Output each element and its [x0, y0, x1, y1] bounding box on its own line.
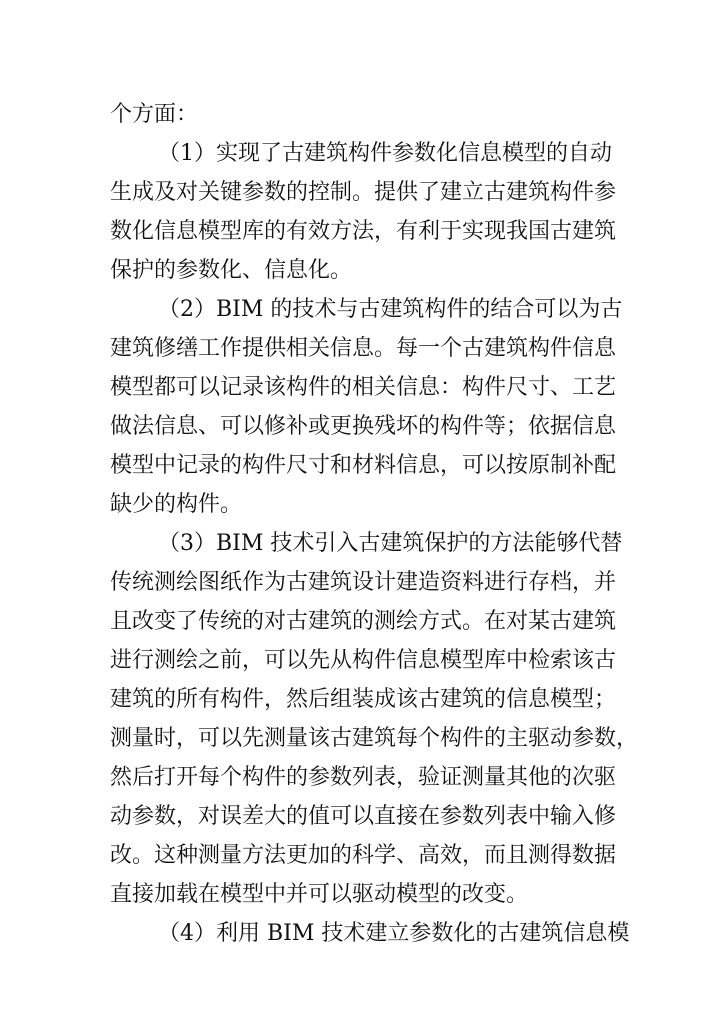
- text-line: （2）BIM 的技术与古建筑构件的结合可以为古: [158, 297, 623, 322]
- text-line: 建筑修缮工作提供相关信息。每一个古建筑构件信息: [110, 336, 617, 361]
- body-text: [110, 95, 639, 953]
- text-line: 建筑的所有构件，然后组装成该古建筑的信息模型；: [110, 687, 617, 712]
- text-line: 数化信息模型库的有效方法，有利于实现我国古建筑: [110, 219, 617, 244]
- text-line: 动参数，对误差大的值可以直接在参数列表中输入修: [110, 804, 617, 829]
- text-line: 直接加载在模型中并可以驱动模型的改变。: [110, 882, 529, 907]
- text-line: 传统测绘图纸作为古建筑设计建造资料进行存档，并: [110, 570, 617, 595]
- text-line: （4）利用 BIM 技术建立参数化的古建筑信息模: [158, 921, 630, 946]
- text-line: 进行测绘之前，可以先从构件信息模型库中检索该古: [110, 648, 617, 673]
- text-line: 改。这种测量方法更加的科学、高效，而且测得数据: [110, 843, 617, 868]
- text-line: （1）实现了古建筑构件参数化信息模型的自动: [158, 141, 612, 166]
- text-line: 个方面：: [110, 102, 199, 127]
- text-line: 缺少的构件。: [110, 492, 243, 517]
- text-line: 然后打开每个构件的参数列表，验证测量其他的次驱: [110, 765, 617, 790]
- text-line: 且改变了传统的对古建筑的测绘方式。在对某古建筑: [110, 609, 617, 634]
- text-line: 生成及对关键参数的控制。提供了建立古建筑构件参: [110, 180, 617, 205]
- text-line: 测量时，可以先测量该古建筑每个构件的主驱动参数，: [110, 726, 639, 751]
- text-line: （3）BIM 技术引入古建筑保护的方法能够代替: [158, 531, 623, 556]
- text-line: 模型都可以记录该构件的相关信息：构件尺寸、工艺: [110, 375, 617, 400]
- text-line: 保护的参数化、信息化。: [110, 258, 353, 283]
- text-line: 模型中记录的构件尺寸和材料信息，可以按原制补配: [110, 453, 617, 478]
- text-line: 做法信息、可以修补或更换残坏的构件等；依据信息: [110, 414, 617, 439]
